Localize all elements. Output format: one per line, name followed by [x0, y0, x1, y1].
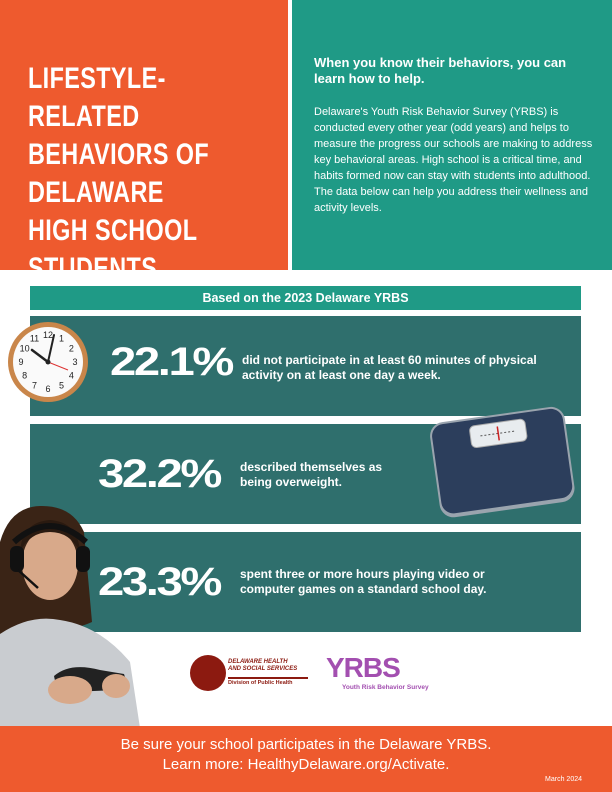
stat-value: 23.3%	[98, 560, 221, 604]
clock-numeral: 12	[42, 330, 54, 340]
stat-value: 22.1%	[110, 340, 233, 384]
clock-numeral: 1	[58, 333, 65, 344]
clock-numeral: 7	[31, 380, 38, 391]
bathroom-scale-icon	[424, 400, 582, 520]
yrbs-logo	[326, 652, 429, 694]
stat-description: spent three or more hours playing video or computer games on a standard school day.	[240, 567, 487, 596]
yrbs-tagline: Youth Risk Behavior Survey	[342, 684, 429, 691]
clock-numeral: 3	[72, 357, 78, 367]
clock-numeral: 11	[29, 333, 40, 344]
survey-banner: Based on the 2023 Delaware YRBS	[30, 286, 581, 310]
clock-icon	[6, 320, 90, 404]
intro-paragraph: Delaware's Youth Risk Behavior Survey (YRBS) is conducted every other year (odd years) and helps to measure the progress our schools are making to address key behavioral areas. High school is a critical time, and habits formed now can stay with students into adulthood. The data below can help you address their wellness and activity levels.	[314, 106, 593, 214]
clock-numeral: 10	[19, 343, 30, 354]
clock-numeral: 5	[58, 380, 65, 391]
footer-cta-line2: Learn more: HealthyDelaware.org/Activate.	[162, 756, 450, 773]
publication-date: March 2024	[545, 776, 582, 783]
clock-numeral: 4	[68, 370, 74, 381]
clock-numeral: 2	[68, 343, 74, 354]
clock-numeral: 6	[45, 384, 51, 394]
footer-cta-line1: Be sure your school participates in the Delaware YRBS.	[120, 736, 492, 753]
dhss-logo	[190, 655, 312, 693]
dhss-seal-icon	[190, 655, 226, 691]
yrbs-wordmark: YRBS	[326, 652, 400, 683]
clock-numeral: 9	[18, 357, 24, 367]
dhss-logo-name: DELAWARE HEALTH AND SOCIAL SERVICES	[228, 659, 298, 672]
student-gamer-photo	[0, 502, 200, 728]
stat-description: did not participate in at least 60 minutes of physical activity on at least one day a week.	[242, 353, 537, 382]
clock-numeral: 8	[22, 370, 28, 381]
intro-subhead: When you know their behaviors, you can learn how to help.	[314, 55, 567, 86]
stat-description: described themselves as being overweight.	[240, 460, 383, 489]
dhss-division: Division of Public Health	[228, 680, 293, 686]
page-title: LIFESTYLE-RELATED BEHAVIORS OF DELAWARE HIGH SCHOOL STUDENTS	[28, 62, 210, 285]
dhss-logo-divider	[228, 677, 308, 679]
stat-value: 32.2%	[98, 452, 221, 496]
